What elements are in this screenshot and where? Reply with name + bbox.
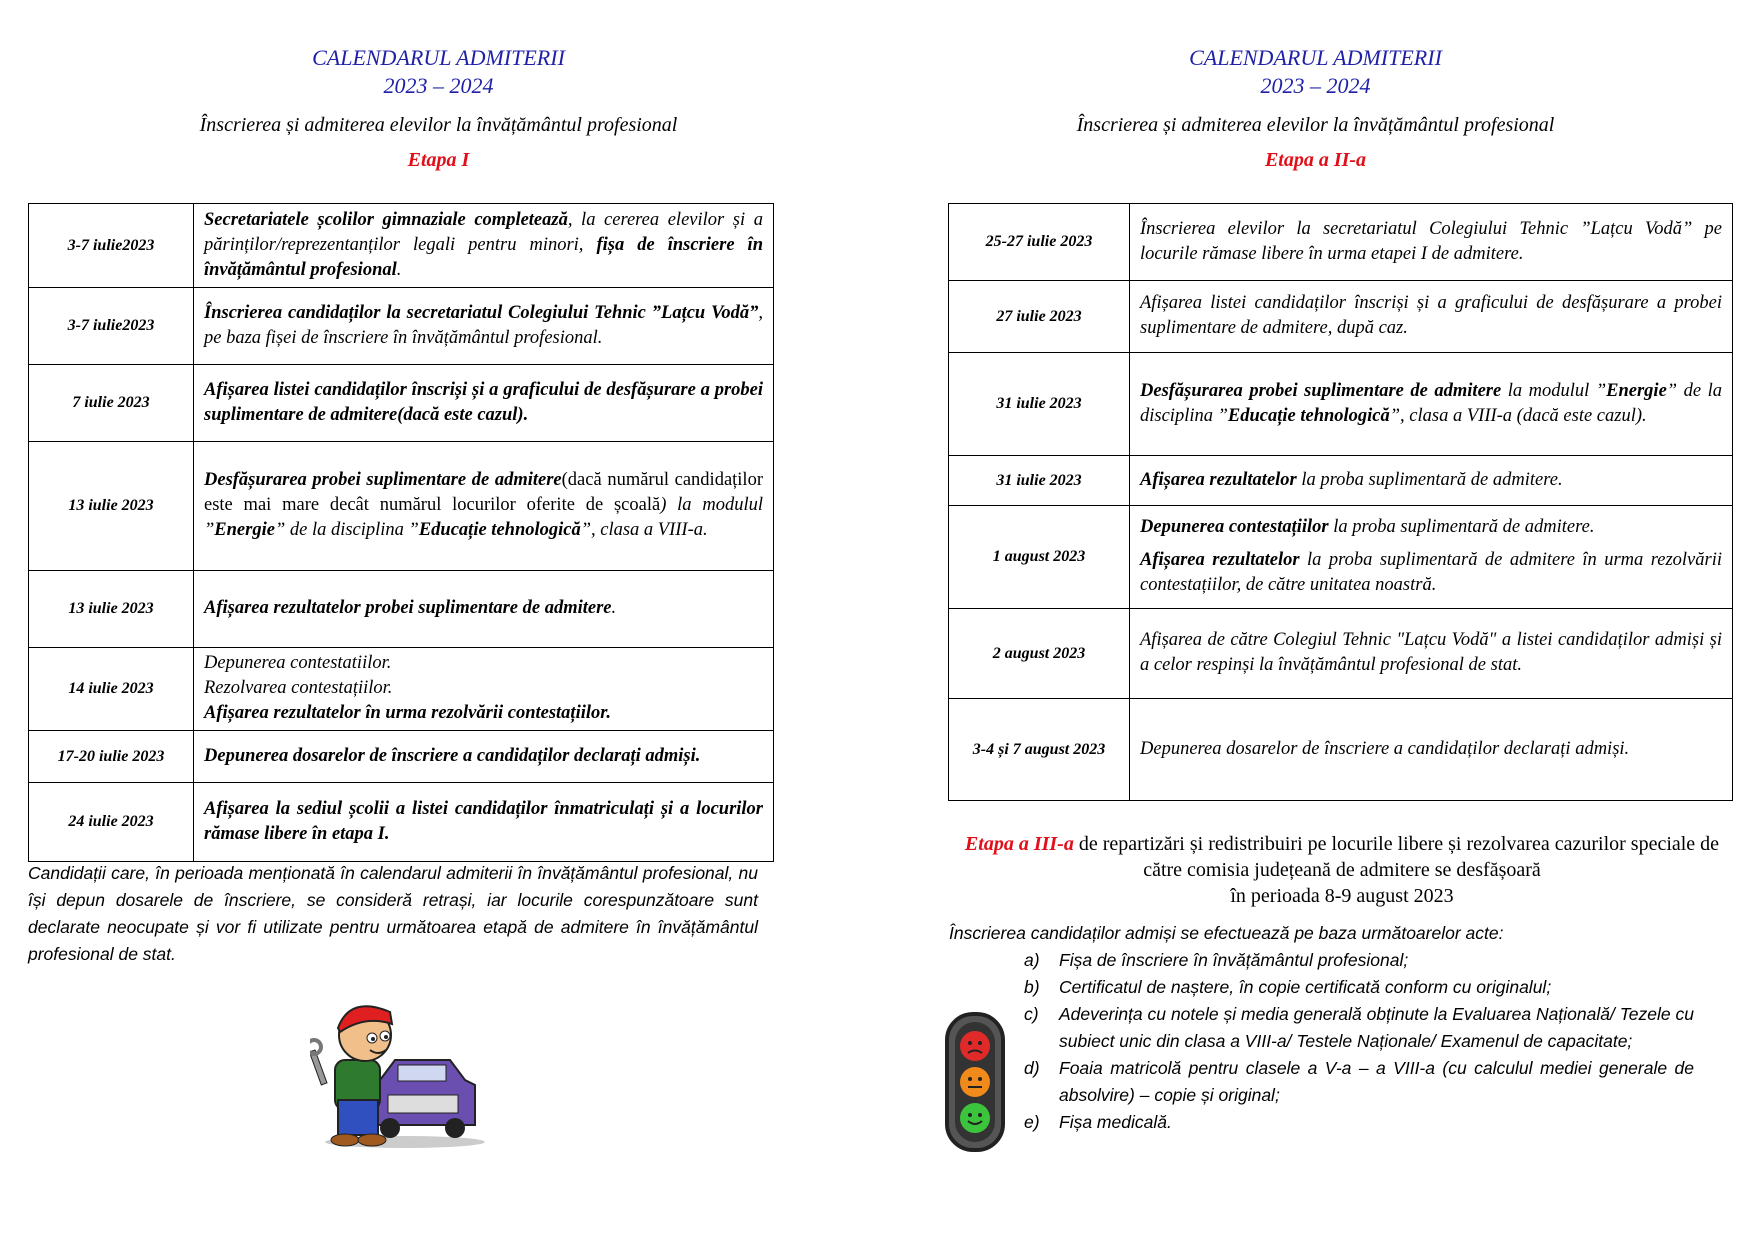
stage-3-heading: Etapa a III-a <box>964 833 1074 855</box>
schedule-description: Înscrierea candidaților la secretariatul Colegiului Tehnic ”Lațcu Vodă”, pe baza fișei de înscriere în învățământul profesional. <box>194 288 774 365</box>
schedule-row <box>29 731 774 783</box>
stage-heading: Etapa a II-a <box>1264 149 1367 171</box>
list-item: b) Certificatul de naștere, în copie certificată conform cu originalul; <box>1024 977 1552 997</box>
schedule-date: 27 iulie 2023 <box>949 281 1130 353</box>
schedule-row <box>949 204 1733 281</box>
title-line-1: CALENDARUL ADMITERII <box>312 45 565 70</box>
schedule-row <box>949 281 1733 353</box>
schedule-row <box>29 648 774 731</box>
schedule-description: Desfășurarea probei suplimentare de admitere la modulul ”Energie” de la disciplina ”Educație tehnologică”, clasa a VIII-a (dacă este cazul). <box>1130 353 1733 456</box>
schedule-row <box>949 456 1733 506</box>
schedule-date: 31 iulie 2023 <box>949 353 1130 456</box>
schedule-date: 17-20 iulie 2023 <box>29 731 194 783</box>
schedule-row <box>29 571 774 648</box>
schedule-row <box>29 442 774 571</box>
list-item: e) Fișa medicală. <box>1024 1112 1172 1132</box>
schedule-date: 3-4 și 7 august 2023 <box>949 699 1130 801</box>
schedule-date: 2 august 2023 <box>949 609 1130 699</box>
title-line-1: CALENDARUL ADMITERII <box>1189 45 1442 70</box>
list-item: a) Fișa de înscriere în învățământul profesional; <box>1024 950 1409 970</box>
documents-intro: Înscrierea candidaților admiși se efectuează pe baza următoarelor acte: <box>949 923 1504 943</box>
schedule-row <box>29 204 774 288</box>
schedule-row <box>29 288 774 365</box>
schedule-description: Afișarea listei candidaților înscriși și a graficului de desfășurare a probei suplimentare de admitere(dacă este cazul). <box>194 365 774 442</box>
schedule-date: 24 iulie 2023 <box>29 783 194 862</box>
schedule-date: 3-7 iulie2023 <box>29 204 194 288</box>
title-year: 2023 – 2024 <box>383 73 494 98</box>
schedule-date: 13 iulie 2023 <box>29 571 194 648</box>
stage-3-period: în perioada 8-9 august 2023 <box>1230 885 1454 907</box>
schedule-description: Afișarea rezultatelor probei suplimentare de admitere. <box>194 571 774 648</box>
title-year: 2023 – 2024 <box>1260 73 1371 98</box>
schedule-description: Afișarea listei candidaților înscriși și a graficului de desfășurare a probei suplimentare de admitere, după caz. <box>1130 281 1733 353</box>
schedule-row <box>949 353 1733 456</box>
stage-3-info <box>952 831 1732 909</box>
schedule-description: Desfășurarea probei suplimentare de admitere(dacă numărul candidaților este mai mare decât numărul locurilor oferite de școală) la modulul ”Energie” de la disciplina ”Educație tehnologică”, clasa a VIII-a. <box>194 442 774 571</box>
schedule-row <box>949 699 1733 801</box>
required-documents <box>949 920 1749 1136</box>
list-item: d) Foaia matricolă pentru clasele a V-a – a VIII-a (cu calculul mediei generale de absolvire) – copie și original; <box>1024 1058 1694 1105</box>
calendar-title <box>877 44 1754 100</box>
schedule-row <box>949 506 1733 609</box>
schedule-description: Afișarea rezultatelor la proba suplimentară de admitere. <box>1130 456 1733 506</box>
schedule-description: Înscrierea elevilor la secretariatul Colegiului Tehnic ”Lațcu Vodă” pe locurile rămase libere în urma etapei I de admitere. <box>1130 204 1733 281</box>
subtitle: Înscrierea și admiterea elevilor la învățământul profesional <box>199 114 678 136</box>
mechanic-cartoon-icon <box>310 990 490 1150</box>
schedule-description: Depunerea dosarelor de înscriere a candidaților declarați admiși. <box>1130 699 1733 801</box>
schedule-description: Afișarea de către Colegiul Tehnic "Lațcu Vodă" a listei candidaților admiși și a celor respinși la învățământul profesional de stat. <box>1130 609 1733 699</box>
stage-heading: Etapa I <box>407 149 470 171</box>
schedule-description: Afișarea la sediul școlii a listei candidaților înmatriculați și a locurilor rămase libere în etapa I. <box>194 783 774 862</box>
schedule-date: 1 august 2023 <box>949 506 1130 609</box>
list-item: c) Adeverința cu notele și media generală obținute la Evaluarea Națională/ Tezele cu subiect unic din clasa a VIII-a/ Testele Naționale/ Examenul de capacitate; <box>1024 1004 1694 1051</box>
schedule-date: 14 iulie 2023 <box>29 648 194 731</box>
schedule-table-stage-1 <box>28 203 774 862</box>
schedule-date: 31 iulie 2023 <box>949 456 1130 506</box>
schedule-date: 13 iulie 2023 <box>29 442 194 571</box>
schedule-table-stage-2 <box>948 203 1733 801</box>
traffic-light-icon <box>943 1010 1007 1155</box>
schedule-description: Secretariatele școlilor gimnaziale completează, la cererea elevilor și a părinților/reprezentanților legali pentru minori, fișa de înscriere în învățământul profesional. <box>194 204 774 288</box>
subtitle: Înscrierea și admiterea elevilor la învățământul profesional <box>1076 114 1555 136</box>
schedule-date: 7 iulie 2023 <box>29 365 194 442</box>
schedule-date: 25-27 iulie 2023 <box>949 204 1130 281</box>
schedule-description: Depunerea dosarelor de înscriere a candidaților declarați admiși. <box>194 731 774 783</box>
schedule-row <box>949 609 1733 699</box>
documents-list <box>949 947 1749 1136</box>
schedule-description: Depunerea contestatiilor. Rezolvarea contestațiilor. Afișarea rezultatelor în urma rezolvării contestațiilor. <box>194 648 774 731</box>
schedule-row <box>29 365 774 442</box>
withdrawal-note: Candidații care, în perioada menționată în calendarul admiterii în învățământul profesional, nu își depun dosarele de înscriere, se consideră retrași, iar locurile corespunzătoare sunt declarate neocupate și vor fi utilizate pentru următoarea etapă de admitere în învățământul profesional de stat. <box>28 863 758 964</box>
schedule-description: Depunerea contestațiilor la proba suplimentară de admitere. Afișarea rezultatelor la proba suplimentară de admitere în urma rezolvării contestațiilor, de către unitatea noastră. <box>1130 506 1733 609</box>
stage-3-text: de repartizări și redistribuiri pe locurile libere și rezolvarea cazurilor speciale de către comisia județeană de admitere se desfășoară <box>1073 833 1720 881</box>
calendar-title <box>0 44 877 100</box>
schedule-date: 3-7 iulie2023 <box>29 288 194 365</box>
schedule-row <box>29 783 774 862</box>
